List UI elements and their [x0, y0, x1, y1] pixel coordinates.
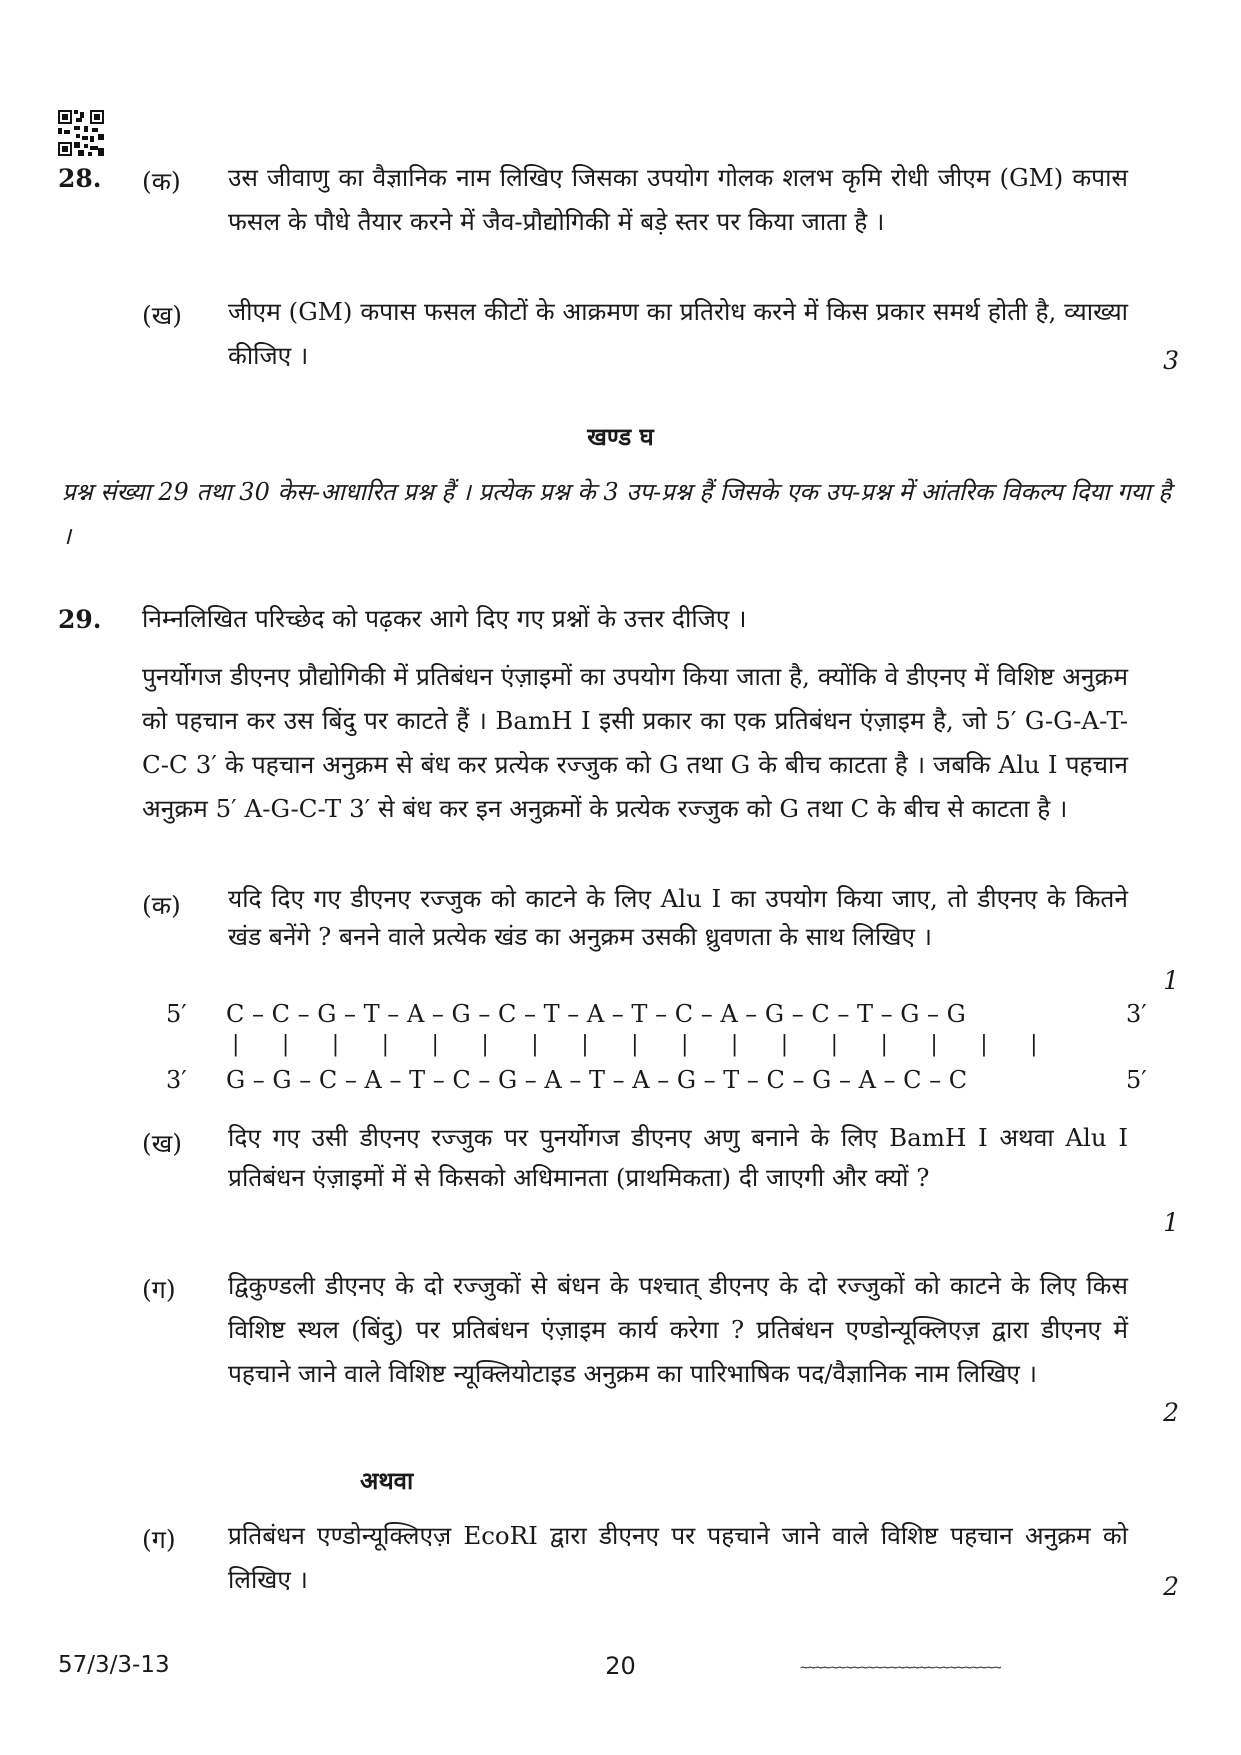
- q29-c-marks: 2: [1163, 1398, 1179, 1427]
- q29-a-marks: 1: [1163, 966, 1179, 995]
- paper-code: 57/3/3-13: [58, 1652, 170, 1678]
- q29-b-marks: 1: [1163, 1208, 1179, 1237]
- q29-b-text: दिए गए उसी डीएनए रज्जुक पर पुनर्योगज डीएनए अणु बनाने के लिए BamH I अथवा Alu I प्रतिबंधन एंज़ाइमों में से किसको अधिमानता (प्राथमिकता) दी जाएगी और क्यों ?: [228, 1123, 1128, 1192]
- dna-top-end: 3′: [1126, 1000, 1147, 1028]
- q29-c-alt-text: प्रतिबंधन एण्डोन्यूक्लिएज़ EcoRI द्वारा डीएनए पर पहचाने जाने वाले विशिष्ट पहचान अनुक्रम को लिखिए ।: [228, 1521, 1128, 1594]
- dna-top-start: 5′: [166, 1000, 187, 1028]
- dna-bottom-start: 3′: [166, 1066, 187, 1094]
- section-instruction: प्रश्न संख्या 29 तथा 30 केस-आधारित प्रश्न हैं । प्रत्येक प्रश्न के 3 उप-प्रश्न हैं जिसके एक उप-प्रश्न में आंतरिक विकल्प दिया गया है ।: [62, 478, 1172, 550]
- q29-passage: पुनर्योगज डीएनए प्रौद्योगिकी में प्रतिबंधन एंज़ाइमों का उपयोग किया जाता है, क्योंकि वे डीएनए में विशिष्ट अनुक्रम को पहचान कर उस बिंदु पर काटते हैं । BamH I इसी प्रकार का एक प्रतिबंधन एंज़ाइम है, जो 5′ G-G-A-T-C-C 3′ के पहचान अनुक्रम से बंध कर प्रत्येक रज्जुक को G तथा G के बीच काटता है । जबकि Alu I पहचान अनुक्रम 5′ A-G-C-T 3′ से बंध कर इन अनुक्रमों के प्रत्येक रज्जुक को G तथा C के बीच से काटता है ।: [142, 662, 1128, 823]
- q29-c-alt-marks: 2: [1163, 1572, 1179, 1601]
- q28-marks: 3: [1163, 346, 1179, 375]
- question-29-number: 29.: [58, 605, 102, 634]
- q29-intro: निम्नलिखित परिच्छेद को पढ़कर आगे दिए गए प्रश्नों के उत्तर दीजिए ।: [142, 604, 747, 633]
- q28-b-text: जीएम (GM) कपास फसल कीटों के आक्रमण का प्रतिरोध करने में किस प्रकार समर्थ होती है, व्याख्या कीजिए ।: [228, 297, 1128, 370]
- question-28-number: 28.: [58, 164, 102, 193]
- q29-c-alt-label: (ग): [142, 1525, 176, 1554]
- q29-c-label: (ग): [142, 1275, 176, 1304]
- q29-a-label: (क): [142, 891, 181, 920]
- q28-b-label: (ख): [142, 301, 182, 330]
- dna-top-strand: C – C – G – T – A – G – C – T – A – T – C – A – G – C – T – G – G: [226, 1000, 966, 1028]
- section-title: खण्ड घ: [587, 422, 654, 451]
- footer-ornament: ~~~~~~~~~~~~~~~~~~~~~~~~~~~: [800, 1660, 1001, 1676]
- q29-b-label: (ख): [142, 1129, 182, 1158]
- dna-hydrogen-bonds: | | | | | | | | | | | | | | | | |: [232, 1032, 1041, 1057]
- dna-bottom-end: 5′: [1126, 1066, 1147, 1094]
- page-number: 20: [605, 1652, 636, 1680]
- q28-a-label: (क): [142, 167, 181, 196]
- dna-bottom-strand: G – G – C – A – T – C – G – A – T – A – G – T – C – G – A – C – C: [226, 1066, 968, 1094]
- or-label: अथवा: [360, 1466, 414, 1495]
- q29-a-text: यदि दिए गए डीएनए रज्जुक को काटने के लिए Alu I का उपयोग किया जाए, तो डीएनए के कितने खंड बनेंगे ? बनने वाले प्रत्येक खंड का अनुक्रम उसकी ध्रुवणता के साथ लिखिए ।: [228, 884, 1128, 951]
- qr-code-icon: [58, 110, 104, 156]
- q28-a-text: उस जीवाणु का वैज्ञानिक नाम लिखिए जिसका उपयोग गोलक शलभ कृमि रोधी जीएम (GM) कपास फसल के पौधे तैयार करने में जैव-प्रौद्योगिकी में बड़े स्तर पर किया जाता है ।: [228, 163, 1128, 236]
- q29-c-text: द्विकुण्डली डीएनए के दो रज्जुकों से बंधन के पश्चात् डीएनए के दो रज्जुकों को काटने के लिए किस विशिष्ट स्थल (बिंदु) पर प्रतिबंधन एंज़ाइम कार्य करेगा ? प्रतिबंधन एण्डोन्यूक्लिएज़ द्वारा डीएनए में पहचाने जाने वाले विशिष्ट न्यूक्लियोटाइड अनुक्रम का पारिभाषिक पद/वैज्ञानिक नाम लिखिए ।: [228, 1271, 1128, 1388]
